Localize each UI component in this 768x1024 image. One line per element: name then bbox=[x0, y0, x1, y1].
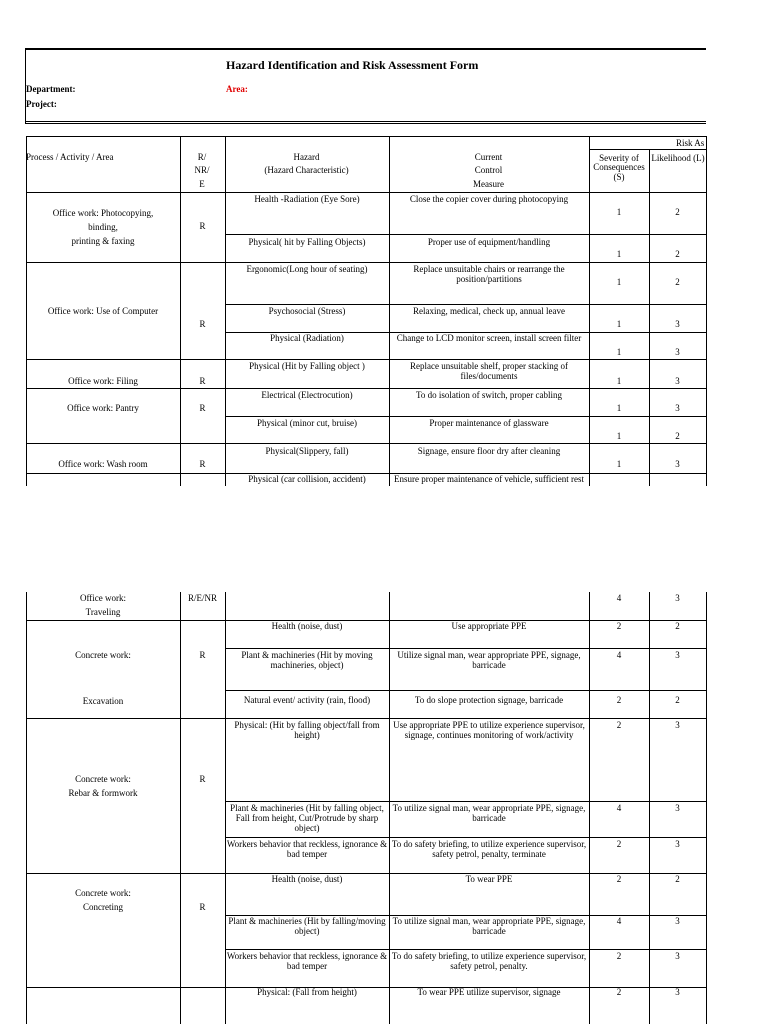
severity-cell: 4 bbox=[616, 803, 622, 813]
rnre-value: R bbox=[199, 376, 206, 386]
activity-label: Concreting bbox=[83, 902, 123, 912]
table-left-border bbox=[26, 136, 27, 486]
table-col-line bbox=[706, 592, 707, 1024]
rnre-value: R bbox=[199, 902, 206, 912]
row-divider bbox=[225, 718, 706, 719]
likelihood-cell: 2 bbox=[675, 207, 680, 217]
control-cell: Replace unsuitable shelf, proper stacking of bbox=[410, 361, 568, 371]
activity-label: Concrete work: bbox=[75, 888, 131, 898]
control-cell: barricade bbox=[472, 813, 506, 823]
activity-label: Concrete work: bbox=[75, 774, 131, 784]
row-divider bbox=[225, 359, 706, 360]
header-left-border bbox=[25, 48, 26, 123]
severity-cell: 2 bbox=[616, 720, 622, 730]
hazard-cell: Physical (Hit by Falling object ) bbox=[249, 361, 365, 371]
severity-header-3: (S) bbox=[613, 172, 625, 182]
hazard-cell: Physical: (Fall from height) bbox=[257, 987, 357, 997]
hazard-cell: Plant & machineries (Hit by falling/moving bbox=[228, 916, 386, 926]
row-divider bbox=[225, 949, 706, 950]
severity-cell: 1 bbox=[616, 319, 622, 329]
control-cell: barricade bbox=[472, 926, 506, 936]
header-bottom-border bbox=[25, 121, 706, 122]
activity-divider bbox=[26, 473, 225, 474]
row-divider bbox=[225, 262, 706, 263]
activity-divider bbox=[26, 359, 180, 360]
rnre-value: R bbox=[199, 459, 206, 469]
rnre-value: R/E/NR bbox=[187, 593, 217, 603]
hazard-cell: object) bbox=[294, 926, 320, 936]
control-header-1: Current bbox=[474, 152, 503, 162]
hazard-cell: Physical: (Hit by falling object/fall from bbox=[234, 720, 380, 730]
hazard-cell: Psychosocial (Stress) bbox=[268, 306, 346, 316]
hazard-cell: Workers behavior that reckless, ignorance & bbox=[226, 951, 388, 961]
severity-cell: 2 bbox=[616, 695, 622, 705]
control-cell: barricade bbox=[472, 660, 506, 670]
severity-cell: 1 bbox=[616, 431, 622, 441]
activity-divider bbox=[26, 873, 225, 874]
hazard-header-2: (Hazard Characteristic) bbox=[264, 165, 349, 175]
likelihood-cell: 3 bbox=[675, 593, 680, 603]
control-cell: Ensure proper maintenance of vehicle, sufficient rest bbox=[393, 474, 584, 484]
area-label: Area: bbox=[226, 84, 248, 94]
hazard-cell: Health (noise, dust) bbox=[271, 874, 343, 884]
severity-cell: 1 bbox=[616, 347, 622, 357]
severity-cell: 2 bbox=[616, 839, 622, 849]
rnre-value: R bbox=[199, 403, 206, 413]
form-title: Hazard Identification and Risk Assessment Form bbox=[226, 58, 479, 72]
activity-divider bbox=[26, 262, 180, 263]
risk-assessment-header: Risk As bbox=[676, 138, 705, 148]
severity-cell: 1 bbox=[616, 249, 622, 259]
hazard-cell: Natural event/ activity (rain, flood) bbox=[243, 695, 371, 705]
row-divider bbox=[225, 690, 706, 691]
process-header: Process / Activity / Area bbox=[26, 152, 114, 162]
activity-label: Office work: Pantry bbox=[67, 403, 139, 413]
project-label: Project: bbox=[26, 99, 57, 109]
row-divider bbox=[225, 388, 706, 389]
row-divider bbox=[225, 648, 706, 649]
hazard-cell: Ergonomic(Long hour of seating) bbox=[246, 264, 368, 274]
rnre-value: R bbox=[199, 319, 206, 329]
row-divider bbox=[225, 837, 706, 838]
severity-cell: 1 bbox=[616, 207, 622, 217]
severity-cell: 4 bbox=[616, 593, 622, 603]
rnre-value: R bbox=[199, 650, 206, 660]
activity-label: Concrete work: bbox=[75, 650, 131, 660]
likelihood-cell: 3 bbox=[675, 916, 680, 926]
hazard-cell: Fall from height, Cut/Protrude by sharp bbox=[235, 813, 379, 823]
activity-label: Office work: Wash room bbox=[58, 459, 148, 469]
rnre-header-2: NR/ bbox=[194, 165, 210, 175]
header-bottom-border-2 bbox=[25, 123, 706, 124]
severity-header-1: Severity of bbox=[599, 153, 639, 163]
activity-label: printing & faxing bbox=[71, 236, 135, 246]
control-cell: To do safety briefing, to utilize experience supervisor, bbox=[391, 951, 587, 961]
header-top-border bbox=[25, 48, 706, 50]
hazard-cell: Physical (Radiation) bbox=[270, 333, 344, 343]
severity-cell: 2 bbox=[616, 987, 622, 997]
likelihood-cell: 3 bbox=[675, 720, 680, 730]
control-cell: Relaxing, medical, check up, annual leave bbox=[413, 306, 565, 316]
hazard-cell: Physical (car collision, accident) bbox=[248, 474, 366, 484]
likelihood-cell: 3 bbox=[675, 650, 680, 660]
rnre-value: R bbox=[199, 774, 206, 784]
control-cell: To wear PPE bbox=[465, 874, 513, 884]
activity-divider bbox=[180, 443, 225, 444]
severity-cell: 4 bbox=[616, 916, 622, 926]
control-cell: Replace unsuitable chairs or rearrange the bbox=[413, 264, 565, 274]
activity-label: binding, bbox=[88, 222, 118, 232]
rnre-header-1: R/ bbox=[197, 152, 207, 162]
control-cell: To do safety briefing, to utilize experience supervisor, bbox=[391, 839, 587, 849]
severity-cell: 1 bbox=[616, 376, 622, 386]
rnre-value: R bbox=[199, 221, 206, 231]
control-cell: Close the copier cover during photocopying bbox=[409, 194, 569, 204]
hazard-cell: Physical(Slippery, fall) bbox=[265, 446, 349, 456]
likelihood-cell: 3 bbox=[675, 839, 680, 849]
likelihood-cell: 2 bbox=[675, 249, 680, 259]
activity-divider bbox=[26, 620, 225, 621]
control-cell: Signage, ensure floor dry after cleaning bbox=[417, 446, 561, 456]
activity-label: Traveling bbox=[85, 607, 121, 617]
hazard-cell: Health -Radiation (Eye Sore) bbox=[254, 194, 360, 204]
likelihood-header: Likelihood (L) bbox=[651, 153, 705, 163]
severity-cell: 1 bbox=[616, 459, 622, 469]
control-header-2: Control bbox=[474, 165, 503, 175]
hazard-cell: Plant & machineries (Hit by moving bbox=[241, 650, 373, 660]
severity-cell: 2 bbox=[616, 621, 622, 631]
activity-label: Rebar & formwork bbox=[68, 788, 138, 798]
likelihood-cell: 3 bbox=[675, 987, 680, 997]
control-cell: Proper maintenance of glassware bbox=[429, 418, 549, 428]
hazard-cell: Health (noise, dust) bbox=[271, 621, 343, 631]
row-divider bbox=[225, 801, 706, 802]
control-cell: To do isolation of switch, proper cabling bbox=[415, 390, 563, 400]
severity-header-2: Consequences bbox=[593, 162, 645, 172]
hazard-cell: Plant & machineries (Hit by falling object, bbox=[230, 803, 384, 813]
control-cell: Utilize signal man, wear appropriate PPE, signage, bbox=[397, 650, 581, 660]
control-cell: To do slope protection signage, barricade bbox=[414, 695, 564, 705]
activity-divider bbox=[26, 443, 180, 444]
control-cell: Use appropriate PPE bbox=[451, 621, 527, 631]
likelihood-cell: 2 bbox=[675, 874, 680, 884]
header-row-bottom bbox=[26, 192, 706, 193]
control-cell: Proper use of equipment/handling bbox=[427, 237, 551, 247]
activity-label: Office work: Filing bbox=[68, 376, 138, 386]
control-cell: safety petrol, penalty, terminate bbox=[432, 849, 546, 859]
control-cell: To wear PPE utilize supervisor, signage bbox=[417, 987, 561, 997]
likelihood-cell: 2 bbox=[675, 277, 680, 287]
rnre-header-3: E bbox=[199, 179, 205, 189]
hazard-cell: bad temper bbox=[286, 961, 328, 971]
control-cell: files/documents bbox=[460, 371, 518, 381]
hazard-cell: height) bbox=[294, 730, 320, 740]
likelihood-cell: 2 bbox=[675, 695, 680, 705]
hazard-cell: object) bbox=[294, 823, 320, 833]
control-cell: position/partitions bbox=[456, 274, 522, 284]
table-col-line bbox=[180, 136, 181, 486]
activity-divider bbox=[180, 262, 225, 263]
control-cell: To utilize signal man, wear appropriate PPE, signage, bbox=[392, 803, 586, 813]
control-header-3: Measure bbox=[473, 179, 504, 189]
likelihood-cell: 2 bbox=[675, 621, 680, 631]
activity-label: Excavation bbox=[82, 696, 124, 706]
likelihood-cell: 3 bbox=[675, 459, 680, 469]
control-cell: safety petrol, penalty. bbox=[450, 961, 528, 971]
table-col-line bbox=[706, 136, 707, 486]
severity-cell: 4 bbox=[616, 650, 622, 660]
severity-cell: 2 bbox=[616, 874, 622, 884]
activity-label: Office work: bbox=[79, 593, 127, 603]
hazard-header-1: Hazard bbox=[293, 152, 320, 162]
activity-divider bbox=[26, 718, 225, 719]
hazard-cell: Workers behavior that reckless, ignorance & bbox=[226, 839, 388, 849]
likelihood-cell: 3 bbox=[675, 319, 680, 329]
likelihood-cell: 3 bbox=[675, 951, 680, 961]
hazard-cell: Physical (minor cut, bruise) bbox=[257, 418, 357, 428]
table-top-border bbox=[26, 136, 589, 137]
severity-cell: 1 bbox=[616, 277, 622, 287]
activity-divider bbox=[180, 388, 225, 389]
likelihood-cell: 3 bbox=[675, 403, 680, 413]
hazard-cell: machineries, object) bbox=[270, 660, 344, 670]
row-divider bbox=[225, 443, 706, 444]
risk-sub-border bbox=[589, 149, 706, 150]
hazard-cell: Physical( hit by Falling Objects) bbox=[248, 237, 366, 247]
likelihood-cell: 3 bbox=[675, 376, 680, 386]
row-divider bbox=[225, 304, 706, 305]
control-cell: Use appropriate PPE to utilize experience supervisor, bbox=[393, 720, 585, 730]
severity-cell: 1 bbox=[616, 403, 622, 413]
risk-top-border bbox=[589, 136, 706, 137]
activity-divider bbox=[180, 359, 225, 360]
row-divider bbox=[225, 234, 706, 235]
activity-label: Office work: Use of Computer bbox=[47, 306, 159, 316]
activity-label: Office work: Photocopying, bbox=[52, 208, 154, 218]
hazard-cell: Electrical (Electrocution) bbox=[261, 390, 353, 400]
likelihood-cell: 3 bbox=[675, 347, 680, 357]
activity-divider bbox=[26, 388, 180, 389]
control-cell: signage, continues monitoring of work/activity bbox=[404, 730, 574, 740]
control-cell: Change to LCD monitor screen, install screen filter bbox=[396, 333, 582, 343]
row-divider bbox=[225, 416, 706, 417]
activity-divider bbox=[26, 987, 225, 988]
hazard-cell: bad temper bbox=[286, 849, 328, 859]
severity-cell: 2 bbox=[616, 951, 622, 961]
likelihood-cell: 2 bbox=[675, 431, 680, 441]
control-cell: To utilize signal man, wear appropriate PPE, signage, bbox=[392, 916, 586, 926]
department-label: Department: bbox=[26, 84, 76, 94]
likelihood-cell: 3 bbox=[675, 803, 680, 813]
